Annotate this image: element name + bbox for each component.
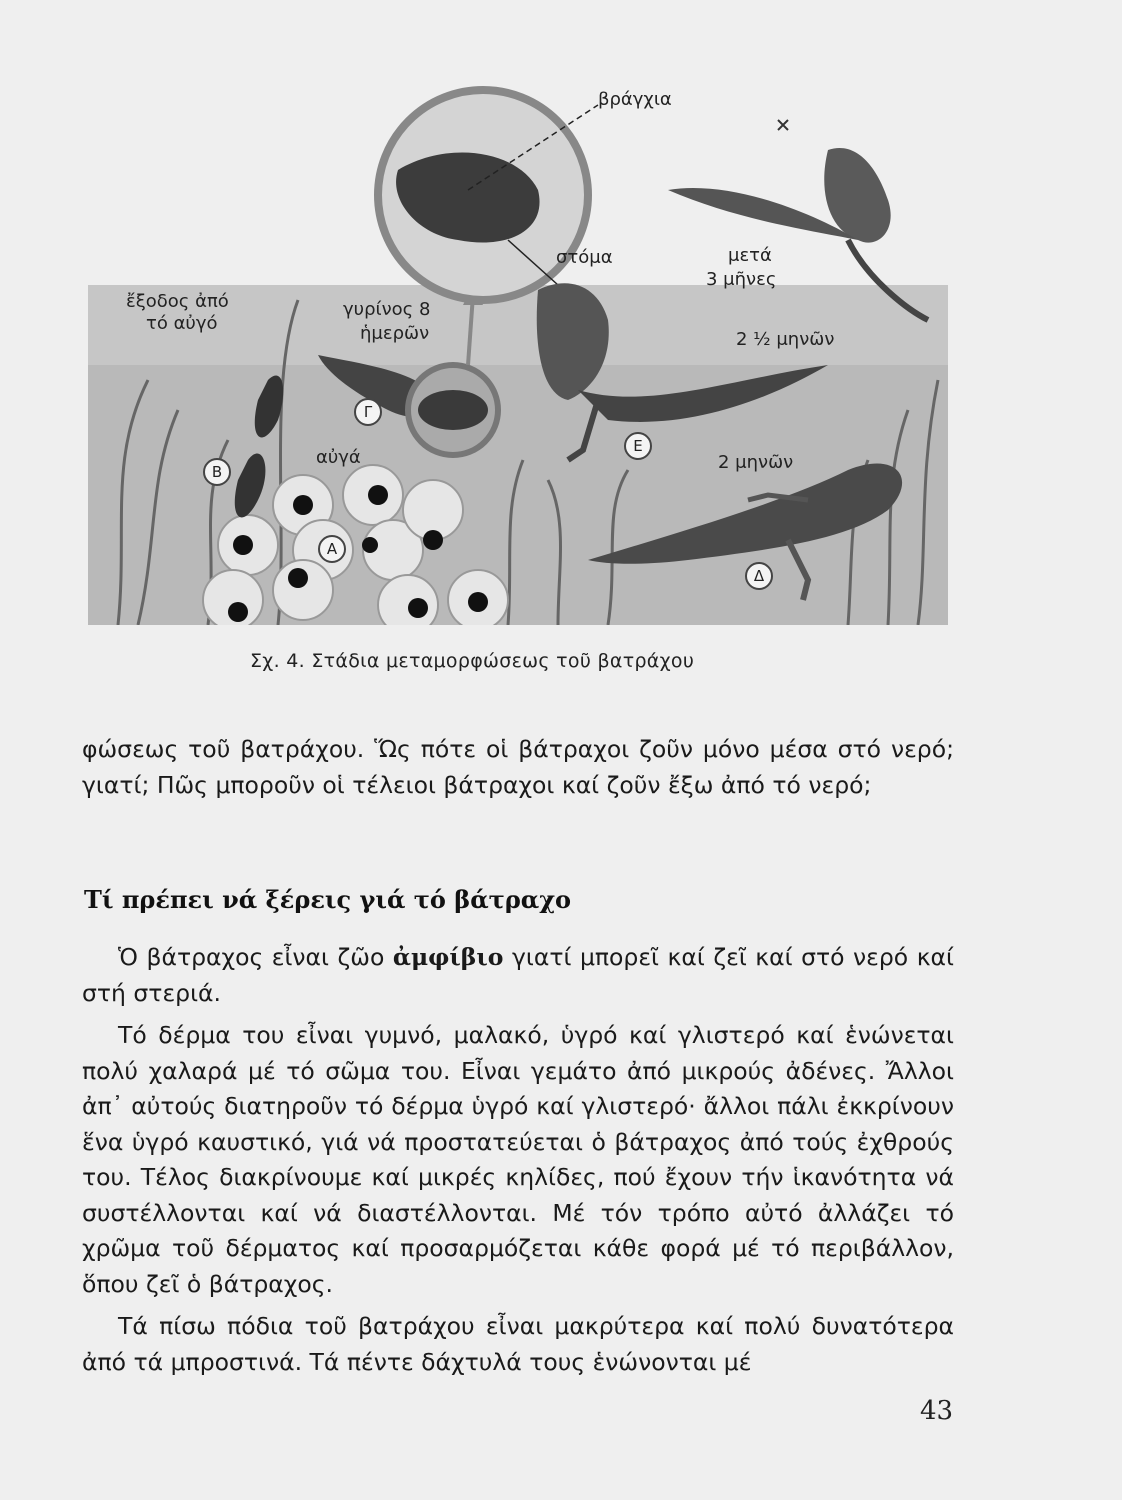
frog-illustration (88, 80, 948, 625)
paragraph-1 (82, 732, 954, 803)
paragraph-2 (82, 940, 954, 1011)
fly (778, 120, 788, 130)
label-gills: βράγχια (598, 89, 672, 110)
label-after: μετά (728, 245, 772, 266)
marker-e: Ε (624, 432, 652, 460)
label-mouth: στόμα (556, 247, 613, 268)
label-tadpole8b: ἡμερῶν (360, 323, 430, 344)
paragraph-2-start: Ὁ βάτραχος εἶναι ζῶο (118, 943, 393, 971)
metamorphosis-figure (88, 80, 948, 625)
amphibian-term: ἀμφίβιο (392, 943, 504, 971)
label-eggs: αὐγά (316, 447, 361, 468)
paragraph-4: Τά πίσω πόδια τοῦ βατράχου εἶναι μακρύτερα καί πολύ δυνατότερα ἀπό τά μπροστινά. Τά πέντε δάχτυλά τους ἑνώνονται μέ (82, 1312, 954, 1376)
label-exit2: τό αὐγό (146, 313, 218, 334)
paragraph-2-end: γιατί μπορεῖ καί ζεῖ καί στό νερό καί στή στεριά. (82, 943, 954, 1007)
label-months2: 2 μηνῶν (718, 452, 794, 473)
paragraph-1-text: φώσεως τοῦ βατράχου. Ὥς πότε οἱ βάτραχοι ζοῦν μόνο μέσα στό νερό; γιατί; Πῶς μποροῦν οἱ τέλειοι βάτραχοι καί ζοῦν ἔξω ἀπό τό νερό; (82, 735, 954, 799)
section-heading: Τί πρέπει νά ξέρεις γιά τό βάτραχο (84, 885, 572, 914)
marker-a: Α (318, 535, 346, 563)
label-exit: ἔξοδος ἀπό (126, 291, 229, 312)
marker-d: Δ (745, 562, 773, 590)
marker-g: Γ (354, 398, 382, 426)
paragraph-3: Τό δέρμα του εἶναι γυμνό, μαλακό, ὑγρό καί γλιστερό καί ἑνώνεται πολύ χαλαρά μέ τό σῶμα του. Εἶναι γεμάτο ἀπό μικρούς ἀδένες. Ἄλλοι ἀπ᾽ αὐτούς διατηροῦν τό δέρμα ὑγρό καί γλιστερό· ἄλλοι πάλι ἐκκρίνουν ἕνα ὑγρό καυστικό, γιά νά προστατεύεται ὁ βάτραχος ἀπό τούς ἐχθρούς του. Τέλος διακρίνουμε καί μικρές κηλίδες, πού ἔχουν τήν ἱκανότητα νά συστέλλονται καί νά διαστέλλονται. Μέ τόν τρόπο αὐτό ἀλλάζει τό χρῶμα τοῦ δέρματος καί προσαρμόζεται κάθε φορά μέ τό περιβάλλον, ὅπου ζεῖ ὁ βάτραχος. (82, 1021, 954, 1298)
figure-caption: Σχ. 4. Στάδια μεταμορφώσεως τοῦ βατράχου (250, 650, 695, 672)
label-after3: 3 μῆνες (706, 269, 777, 290)
page-number: 43 (920, 1396, 954, 1426)
label-tadpole8: γυρίνος 8 (343, 299, 431, 320)
label-months25: 2 ½ μηνῶν (736, 329, 835, 350)
body-text (82, 940, 954, 1380)
marker-b: Β (203, 458, 231, 486)
